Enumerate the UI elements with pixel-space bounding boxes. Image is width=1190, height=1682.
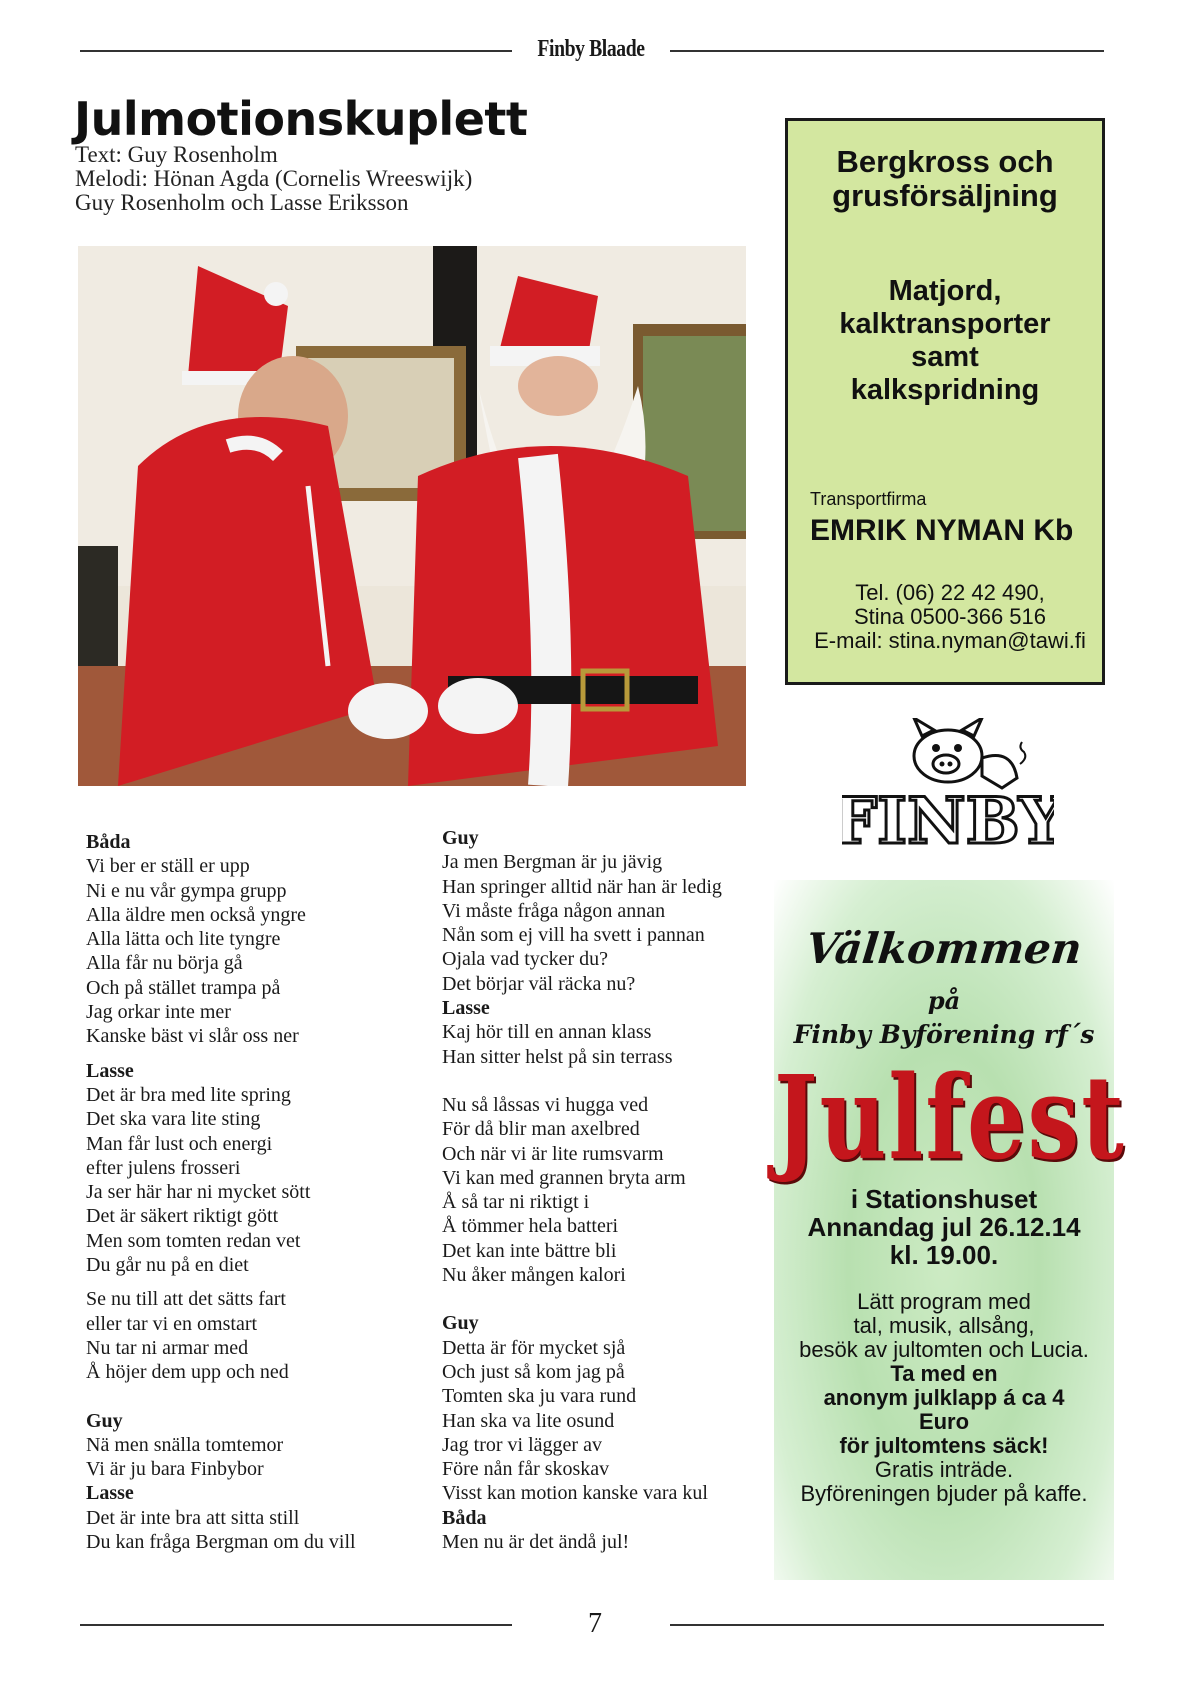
- ad-headline: [788, 145, 1102, 213]
- ad-service-line: Matjord,: [888, 275, 1002, 307]
- lyrics-column-2: [442, 826, 772, 1554]
- lyric-line: Före nån får skoskav: [442, 1458, 610, 1481]
- page-number: 7: [588, 1608, 602, 1639]
- stanza: [86, 1481, 406, 1554]
- header-rule-right: [670, 50, 1104, 52]
- lyric-line: eller tar vi en omstart: [86, 1312, 258, 1335]
- article-credits: [75, 143, 472, 215]
- lyric-line: Men som tomten redan vet: [86, 1229, 301, 1252]
- ad-service-line: samt: [911, 341, 979, 373]
- lyric-line: Nä men snälla tomtemor: [86, 1433, 284, 1456]
- lyric-line: Det ska vara lite sting: [86, 1108, 261, 1131]
- lyric-line: Det är inte bra att sitta still: [86, 1506, 300, 1529]
- santa-photo: [78, 246, 746, 786]
- ad-contact-email: E-mail: stina.nyman@tawi.fi: [814, 628, 1086, 653]
- logo-text: FINBY: [842, 784, 1054, 850]
- article-title: Julmotionskuplett: [74, 92, 528, 146]
- footer-rule-right: [670, 1624, 1104, 1626]
- ad-free-line: Gratis inträde.: [874, 1457, 1014, 1482]
- lyric-line: Nu så låssas vi hugga ved: [442, 1093, 649, 1116]
- ad-services: [788, 275, 1102, 407]
- stanza: [442, 1506, 772, 1555]
- lyric-line: Ja men Bergman är ju jävig: [442, 851, 663, 874]
- lyric-line: Ja ser här har ni mycket sött: [86, 1181, 311, 1204]
- ad-event-title: Julfest: [774, 1050, 1126, 1186]
- lyric-line: Å så tar ni riktigt i: [442, 1191, 590, 1214]
- ad-service-line: kalkspridning: [850, 374, 1040, 406]
- ad-place: i Stationshuset: [850, 1184, 1038, 1214]
- stanza: [86, 1059, 406, 1278]
- ad-event-details: [774, 1185, 1114, 1269]
- ad-service-line: kalktransporter: [839, 308, 1051, 340]
- ad-headline-line: grusförsäljning: [832, 178, 1058, 213]
- ad-company-name: EMRIK NYMAN Kb: [810, 514, 1074, 547]
- ad-association: Finby Byförening rf´s: [793, 1020, 1095, 1049]
- ad-date: Annandag jul 26.12.14: [807, 1212, 1081, 1242]
- lyric-line: Han sitter helst på sin terrass: [442, 1045, 673, 1068]
- lyric-line: Vi ber er ställ er upp: [86, 855, 250, 878]
- lyric-line: Han springer alltid när han är ledig: [442, 875, 722, 898]
- lyric-line: Vi är ju bara Finbybor: [86, 1458, 264, 1481]
- lyric-line: Han ska va lite osund: [442, 1409, 615, 1432]
- ad-bring-line: för jultomtens säck!: [839, 1433, 1049, 1458]
- lyric-line: Kanske bäst vi slår oss ner: [86, 1025, 299, 1048]
- lyric-line: efter julens frosseri: [86, 1156, 241, 1179]
- ad-contact-phone: Tel. (06) 22 42 490,: [855, 580, 1045, 605]
- pig-icon: [914, 718, 1025, 788]
- speaker-label: Guy: [442, 1312, 479, 1335]
- ad-program: [774, 1290, 1114, 1506]
- julfest-ad: [774, 880, 1126, 1580]
- stanza: [86, 1409, 406, 1482]
- lyric-line: Tomten ska ju vara rund: [442, 1385, 637, 1408]
- speaker-label: Lasse: [86, 1059, 134, 1082]
- lyric-line: Nu åker mången kalori: [442, 1264, 626, 1287]
- lyric-line: Vi kan med grannen bryta arm: [442, 1166, 686, 1189]
- lyric-line: Visst kan motion kanske vara kul: [442, 1482, 708, 1505]
- lyric-line: Jag tror vi lägger av: [442, 1433, 602, 1456]
- stanza: [86, 830, 406, 1049]
- ad-bring-line: anonym julklapp á ca 4: [823, 1385, 1065, 1410]
- lyric-line: Nu tar ni armar med: [86, 1336, 249, 1359]
- credit-line: Guy Rosenholm och Lasse Eriksson: [75, 190, 409, 215]
- ad-bring-line: Euro: [918, 1409, 970, 1434]
- stanza: [86, 1287, 406, 1384]
- lyric-line: Vi måste fråga någon annan: [442, 899, 666, 922]
- credit-line: Text: Guy Rosenholm: [75, 142, 278, 167]
- speaker-label: Guy: [86, 1409, 123, 1432]
- lyric-line: Alla lätta och lite tyngre: [86, 928, 281, 951]
- lyric-line: Och på stället trampa på: [86, 976, 281, 999]
- header-rule-left: [80, 50, 512, 52]
- ad-program-line: tal, musik, allsång,: [853, 1313, 1035, 1338]
- publication-title: Finby Blaade: [537, 36, 645, 62]
- lyric-line: Alla får nu börja gå: [86, 952, 243, 975]
- lyric-line: Alla äldre men också yngre: [86, 903, 306, 926]
- lyric-line: Se nu till att det sätts fart: [86, 1288, 286, 1311]
- lyric-line: För då blir man axelbred: [442, 1118, 640, 1141]
- ad-contact-phone: Stina 0500-366 516: [853, 604, 1047, 629]
- ad-program-line: Lätt program med: [857, 1289, 1031, 1314]
- lyric-line: Nån som ej vill ha svett i pannan: [442, 924, 705, 947]
- lyric-line: Det kan inte bättre bli: [442, 1239, 617, 1262]
- finby-pig-logo: [842, 718, 1054, 850]
- lyric-line: Ojala vad tycker du?: [442, 948, 609, 971]
- lyric-line: Man får lust och energi: [86, 1132, 273, 1155]
- lyric-line: Å tömmer hela batteri: [442, 1215, 619, 1238]
- ad-headline-line: Bergkross och: [836, 144, 1054, 179]
- footer-rule-left: [80, 1624, 512, 1626]
- stanza: [442, 996, 772, 1069]
- lyric-line: Och när vi är lite rumsvarm: [442, 1142, 664, 1165]
- lyric-line: Ni e nu vår gympa grupp: [86, 879, 287, 902]
- speaker-label: Guy: [442, 827, 479, 849]
- speaker-label: Båda: [86, 831, 131, 853]
- lyric-line: Det är bra med lite spring: [86, 1083, 291, 1106]
- ad-free-line: Byföreningen bjuder på kaffe.: [800, 1481, 1088, 1506]
- lyrics-column-1: [86, 830, 406, 1554]
- transport-ad: [785, 118, 1105, 685]
- speaker-label: Båda: [442, 1506, 487, 1529]
- speaker-label: Lasse: [86, 1482, 134, 1505]
- ad-program-line: besök av jultomten och Lucia.: [799, 1337, 1089, 1362]
- lyric-line: Och just så kom jag på: [442, 1360, 625, 1383]
- lyric-line: Kaj hör till en annan klass: [442, 1021, 652, 1044]
- stanza: [442, 826, 772, 996]
- ad-welcome: Välkommen: [803, 924, 1085, 973]
- credit-line: Melodi: Hönan Agda (Cornelis Wreeswijk): [75, 166, 473, 191]
- lyric-line: Men nu är det ändå jul!: [442, 1531, 630, 1554]
- ad-time: kl. 19.00.: [889, 1240, 999, 1270]
- stanza: [442, 1093, 772, 1287]
- ad-company-type: Transportfirma: [810, 489, 927, 509]
- lyric-line: Det börjar väl räcka nu?: [442, 972, 636, 995]
- lyric-line: Jag orkar inte mer: [86, 1001, 231, 1024]
- ad-bring-line: Ta med en: [890, 1361, 998, 1386]
- ad-pa: på: [927, 986, 961, 1015]
- speaker-label: Lasse: [442, 997, 490, 1020]
- ad-contact: [788, 581, 1102, 653]
- lyric-line: Du kan fråga Bergman om du vill: [86, 1531, 356, 1554]
- lyric-line: Du går nu på en diet: [86, 1254, 249, 1277]
- lyric-line: Det är säkert riktigt gött: [86, 1205, 279, 1228]
- lyric-line: Detta är för mycket sjå: [442, 1336, 626, 1359]
- lyric-line: Å höjer dem upp och ned: [86, 1361, 289, 1384]
- stanza: [442, 1311, 772, 1505]
